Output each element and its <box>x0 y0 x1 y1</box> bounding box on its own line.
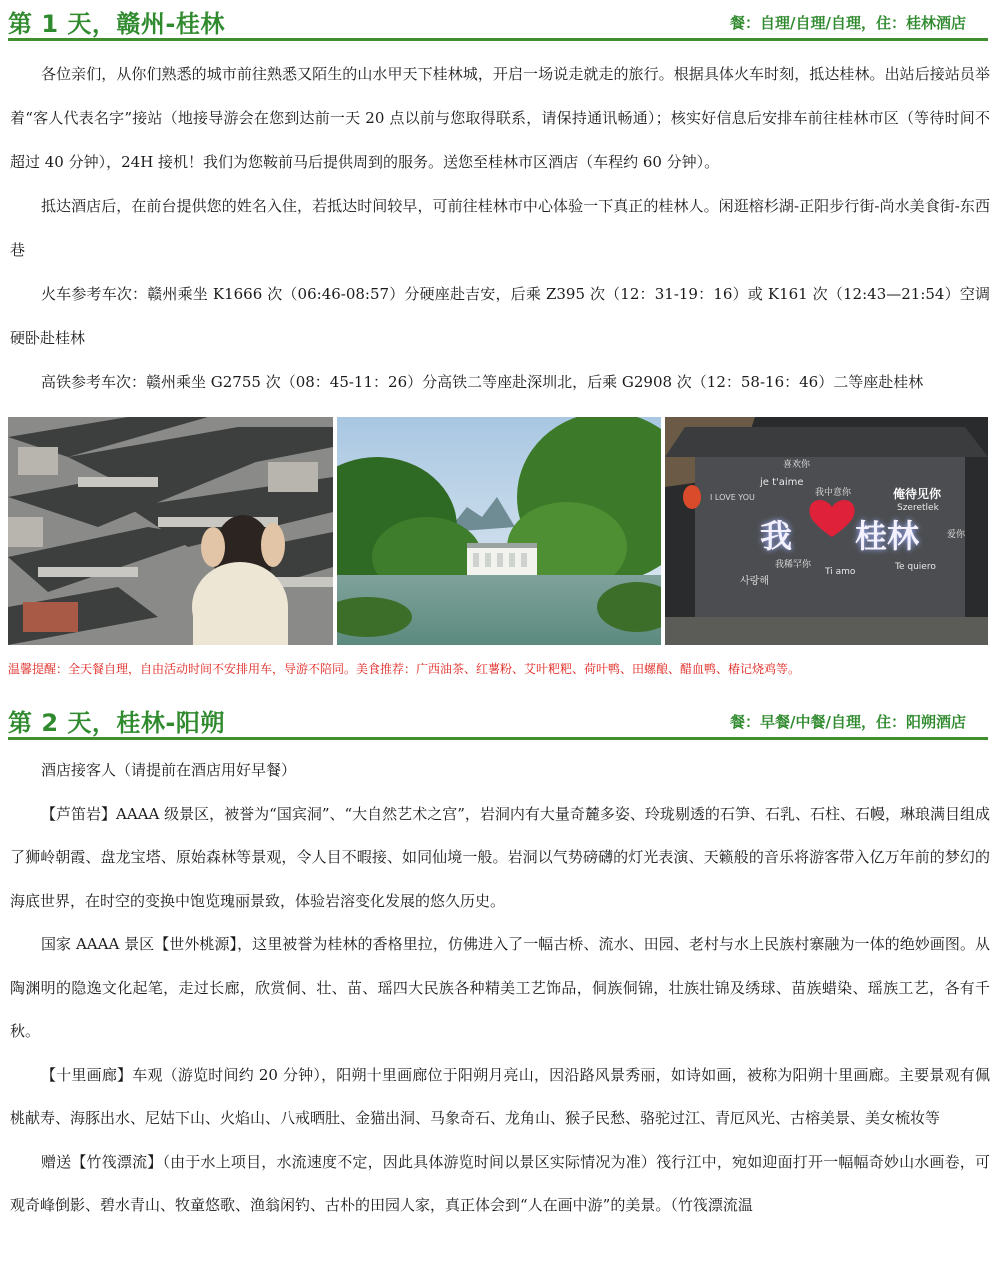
love-wall-word: 俺待见你 <box>893 487 942 501</box>
day1-photo-strip <box>8 417 988 645</box>
day2-description <box>10 749 990 1228</box>
love-wall-word: 喜欢你 <box>783 460 811 470</box>
day2-paragraph-reed-flute-cave: 【芦笛岩】AAAA 级景区，被誉为“国宾洞”、“大自然艺术之宫”，岩洞内有大量奇麓多姿、玲珑剔透的石笋、石乳、石柱、石幔，琳琅满目组成了狮岭朝霞、盘龙宝塔、原始森林等景观，令人目不暇接、如同仙境一般。岩洞以气势磅礴的灯光表演、天籁般的音乐将游客带入亿万年前的梦幻的海底世界，在时空的变换中饱览瑰丽景致，体验岩溶变化发展的悠久历史。 <box>10 804 990 910</box>
day1-description <box>10 52 990 404</box>
love-wall-word: Szeretlek <box>897 503 939 513</box>
day2-meals-lodging: 餐：早餐/中餐/自理，住：阳朔酒店 <box>730 713 966 731</box>
day1-meals-lodging: 餐：自理/自理/自理，住：桂林酒店 <box>730 14 966 32</box>
day1-paragraph-train: 火车参考车次：赣州乘坐 K1666 次（06:46-08:57）分硬座赴吉安，后乘 Z395 次（12：31-19：16）或 K161 次（12:43—21:54）空调硬卧赴桂林 <box>10 285 990 347</box>
love-wall-word: 我中意你 <box>815 488 852 498</box>
love-wall-word: 爱你 <box>947 530 966 540</box>
day2-paragraph-shangri-la: 国家 AAAA 景区【世外桃源】，这里被誉为桂林的香格里拉，仿佛进入了一幅古桥、流水、田园、老村与水上民族村寨融为一体的绝妙画图。从陶渊明的隐逸文化起笔，走过长廊，欣赏侗、壮、苗、瑶四大民族各种精美工艺饰品，侗族侗锦，壮族壮锦及绣球、苗族蜡染、瑶族工艺，各有千秋。 <box>10 935 990 1040</box>
day1-paragraph-hotel: 抵达酒店后，在前台提供您的姓名入住，若抵达时间较早，可前往桂林市中心体验一下真正的桂林人。闲逛榕杉湖-正阳步行街-尚水美食街-东西巷 <box>10 197 990 259</box>
love-wall-word: je t'aime <box>760 477 804 488</box>
day1-title: 第 1 天，赣州-桂林 <box>8 10 225 38</box>
day1-paragraph-highspeed: 高铁参考车次：赣州乘坐 G2755 次（08：45-11：26）分高铁二等座赴深圳北，后乘 G2908 次（12：58-16：46）二等座赴桂林 <box>41 373 924 391</box>
love-sign-left: 我 <box>760 517 793 555</box>
day2-paragraph-ten-mile-gallery: 【十里画廊】车观（游览时间约 20 分钟），阳朔十里画廊位于阳朔月亮山，因沿路风景秀丽，如诗如画，被称为阳朔十里画廊。主要景观有佩桃献寿、海豚出水、尼姑下山、火焰山、八戒晒肚、金猫出洞、马象奇石、龙角山、猴子民愁、骆驼过江、青厄风光、古榕美景、美女梳妆等 <box>10 1065 990 1127</box>
day2-paragraph-pickup: 酒店接客人（请提前在酒店用好早餐） <box>41 761 297 779</box>
day1-warm-reminder: 温馨提醒：全天餐自理，自由活动时间不安排用车，导游不陪同。美食推荐：广西油茶、红薯粉、艾叶粑粑、荷叶鸭、田螺酿、醋血鸭、椿记烧鸡等。 <box>8 662 801 676</box>
love-wall-word: Te quiero <box>895 562 936 572</box>
photo-ancient-town-rooftops <box>8 417 333 645</box>
photo-love-guilin-wall <box>665 417 988 645</box>
love-sign-right: 桂林 <box>855 517 920 555</box>
day1-header <box>8 4 988 41</box>
day2-paragraph-bamboo-rafting: 赠送【竹筏漂流】（由于水上项目，水流速度不定，因此具体游览时间以景区实际情况为准）筏行江中，宛如迎面打开一幅幅奇妙山水画卷，可观奇峰倒影、碧水青山、牧童悠歌、渔翁闲钓、古朴的田园人家，真正体会到“人在画中游”的美景。（竹筏漂流温 <box>10 1152 990 1214</box>
day2-title: 第 2 天，桂林-阳朔 <box>8 709 225 737</box>
day1-paragraph-arrival: 各位亲们，从你们熟悉的城市前往熟悉又陌生的山水甲天下桂林城，开启一场说走就走的旅行。根据具体火车时刻，抵达桂林。出站后接站员举着“客人代表名字”接站（地接导游会在您到达前一天 20 点以前与您取得联系，请保持通讯畅通）；核实好信息后安排车前往桂林市区（等待时间不超过 40 分钟），24H 接机！我们为您鞍前马后提供周到的服务。送您至桂林市区酒店（车程约 60 分钟）。 <box>10 65 990 171</box>
photo-river-bridge <box>337 417 661 645</box>
love-wall-word: 我稀罕你 <box>775 560 812 570</box>
day2-header <box>8 703 988 740</box>
love-wall-word: I LOVE YOU <box>710 493 755 502</box>
love-wall-word: Ti amo <box>825 567 856 577</box>
love-wall-word: 사랑해 <box>740 576 769 587</box>
